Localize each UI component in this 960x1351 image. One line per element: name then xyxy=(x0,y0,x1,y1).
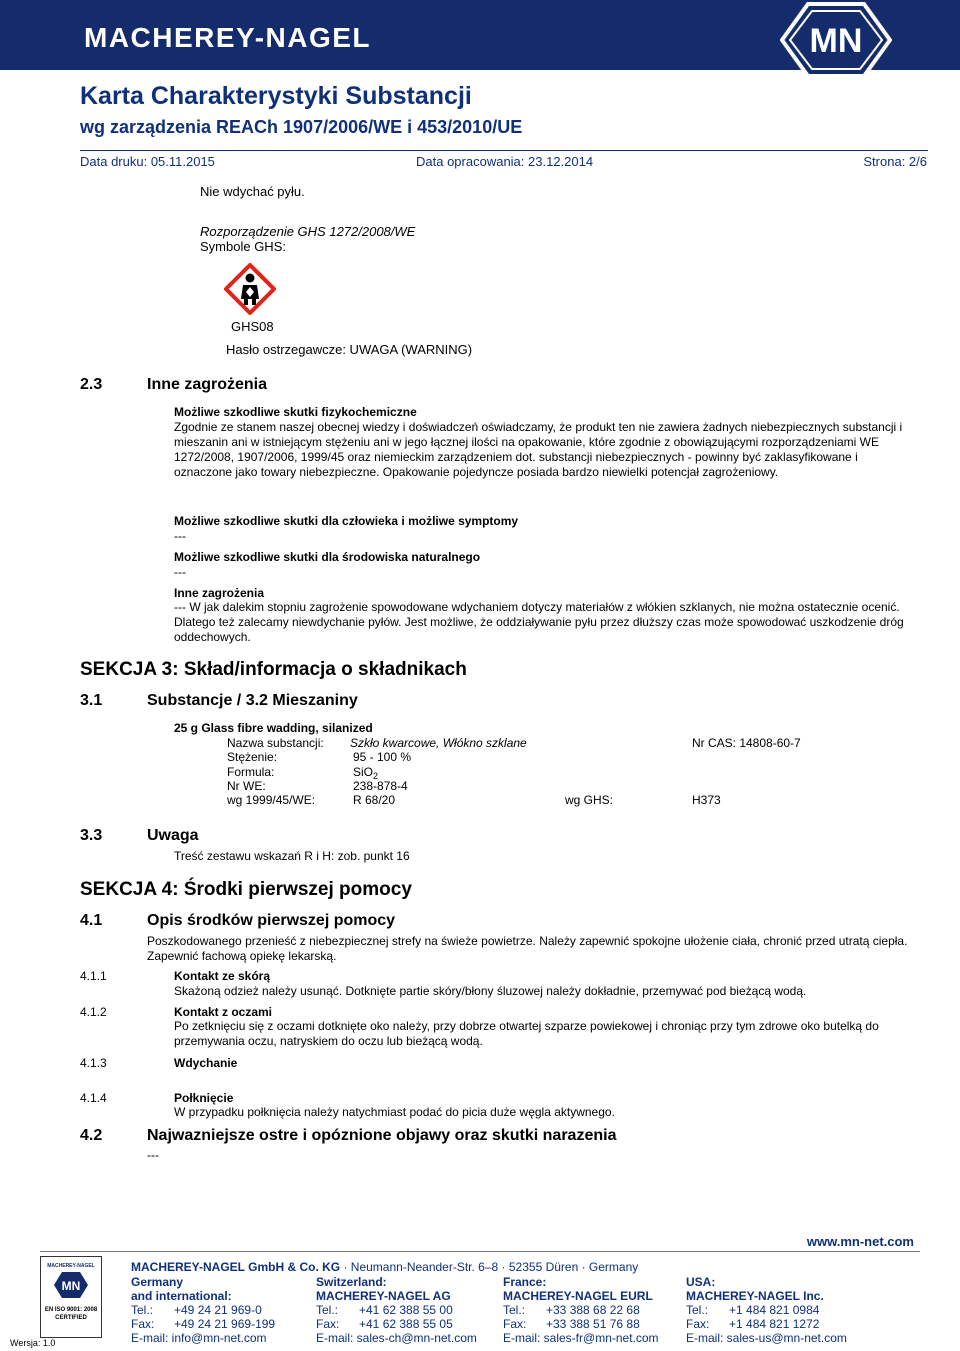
section-4-1-3-number: 4.1.3 xyxy=(80,1056,107,1070)
ch-fax: +41 62 388 55 05 xyxy=(359,1317,453,1331)
website: www.mn-net.com xyxy=(806,1234,914,1249)
phys-hazards-text: Zgodnie ze stanem naszej obecnej wiedzy i doświadczeń oświadczamy, że produkt ten nie zawiera żadnych niebezpiecznych substancji i mieszanin ani w istniejącym stężeniu ani w jego łącznej ilości na opakowanie, które zgodnie z obowiązującymi rozporządzeniami WE 1272/2008, 1907/2006, 1999/45 oraz niemieckim zarządzeniem dot. substancji niebezpiecznych - powinny być zaklasyfikowane i oznaczone jako towary niebezpieczne. Opakowanie pojedyncze posiada bardzo niewielki potencjał zagrożeniowy. xyxy=(174,420,903,479)
human-effects-heading: Możliwe szkodliwe skutki dla człowieka i możliwe symptomy xyxy=(174,514,519,528)
company-address: · Neumann-Neander-Str. 6–8 · 52355 Düren · Germany xyxy=(340,1260,639,1274)
de-heading-1: Germany xyxy=(131,1275,184,1289)
de-heading-2: and international: xyxy=(131,1289,232,1303)
cert-brand: MACHEREY-NAGEL xyxy=(47,1263,95,1269)
section-3-1-title: Substancje / 3.2 Mieszaniny xyxy=(147,692,358,709)
section-4-2-number: 4.2 xyxy=(80,1127,103,1144)
ghs-h-value: H373 xyxy=(692,793,721,807)
fr-tel-label: Tel.: xyxy=(503,1303,526,1317)
iso-certificate-badge xyxy=(40,1256,102,1338)
brand-name: MACHEREY-NAGEL xyxy=(84,22,372,53)
ch-tel: +41 62 388 55 00 xyxy=(359,1303,453,1317)
us-email: E-mail: sales-us@mn-net.com xyxy=(686,1331,847,1345)
formula-main: SiO xyxy=(353,765,374,779)
fr-heading-2: MACHEREY-NAGEL EURL xyxy=(503,1289,653,1303)
section-4-1-1-title: Kontakt ze skórą xyxy=(174,969,271,983)
de-fax-label: Fax: xyxy=(131,1317,155,1331)
ghs-regulation: Rozporządzenie GHS 1272/2008/WE xyxy=(200,224,416,239)
us-tel: +1 484 821 0984 xyxy=(729,1303,820,1317)
section-4-1-3-title: Wdychanie xyxy=(174,1056,238,1070)
de-tel: +49 24 21 969-0 xyxy=(174,1303,262,1317)
fr-email: E-mail: sales-fr@mn-net.com xyxy=(503,1331,659,1345)
r-phrase-label: wg 1999/45/WE: xyxy=(227,793,316,807)
document-subtitle: wg zarządzenia REACh 1907/2006/WE i 453/2010/UE xyxy=(80,117,523,137)
header-divider xyxy=(80,150,928,151)
section-3-1-number: 3.1 xyxy=(80,692,103,709)
section-2-3-title: Inne zagrożenia xyxy=(147,376,268,393)
company-line xyxy=(131,1260,638,1275)
formula-subscript: 2 xyxy=(373,771,379,781)
section-4-1-1-text: Skażoną odzież należy usunąć. Dotknięte partie skóry/błony śluzowej należy dokładnie, przemywać pod bieżącą wodą. xyxy=(174,984,807,998)
us-fax-label: Fax: xyxy=(686,1317,710,1331)
us-heading-2: MACHEREY-NAGEL Inc. xyxy=(686,1289,824,1303)
fr-fax-label: Fax: xyxy=(503,1317,527,1331)
mn-logo xyxy=(780,2,892,78)
section-4-1-2-text: Po zetknięciu się z oczami dotknięte oko należy, przy dobrze otwartej szparze powiekowej i chroniąc przy tym zdrowe oko butelką do przemywania oczu, natryskiem do oczu lub bieżącą wodą. xyxy=(174,1019,879,1048)
ch-fax-label: Fax: xyxy=(316,1317,340,1331)
concentration-label: Stężenie: xyxy=(227,750,278,764)
us-fax: +1 484 821 1272 xyxy=(729,1317,820,1331)
de-email: E-mail: info@mn-net.com xyxy=(131,1331,267,1345)
section-4-2-text: --- xyxy=(147,1148,159,1162)
ghs-code: GHS08 xyxy=(231,319,274,334)
section-3-title: SEKCJA 3: Skład/informacja o składnikach xyxy=(80,659,467,680)
cert-mn-logo-icon xyxy=(53,1271,89,1299)
concentration-value: 95 - 100 % xyxy=(353,750,412,764)
signal-word: Hasło ostrzegawcze: UWAGA (WARNING) xyxy=(226,342,473,357)
us-tel-label: Tel.: xyxy=(686,1303,709,1317)
section-3-3-title: Uwaga xyxy=(147,827,199,844)
cert-iso: EN ISO 9001: 2008 xyxy=(44,1307,98,1313)
section-4-2-title: Najwazniejsze ostre i opóznione objawy oraz skutki narazenia xyxy=(147,1127,617,1144)
precaution-text: Nie wdychać pyłu. xyxy=(200,184,305,199)
cas-number: Nr CAS: 14808-60-7 xyxy=(692,736,801,750)
footer-divider xyxy=(40,1251,920,1252)
substance-name-value: Szkło kwarcowe, Włókno szklane xyxy=(350,736,527,750)
section-4-1-2-number: 4.1.2 xyxy=(80,1005,107,1019)
document-title: Karta Charakterystyki Substancji xyxy=(80,82,472,110)
revision-date: Data opracowania: 23.12.2014 xyxy=(416,154,594,169)
de-fax: +49 24 21 969-199 xyxy=(174,1317,276,1331)
env-effects-text: --- xyxy=(174,565,186,579)
other-hazards-text: --- W jak dalekim stopniu zagrożenie spowodowane wdychaniem dotyczy materiałów z włókien szklanych, nie można ostatecznie ocenić. Dlatego też zalecamy niewdychanie pyłów. Jest możliwe, że oddziaływanie pyłu przez dłuższy czas może spowodować uszkodzenie dróg oddechowych. xyxy=(174,600,904,644)
ghs-symbols-label: Symbole GHS: xyxy=(200,239,286,254)
fr-tel: +33 388 68 22 68 xyxy=(546,1303,640,1317)
we-number-value: 238-878-4 xyxy=(353,779,408,793)
section-4-1-4-number: 4.1.4 xyxy=(80,1091,107,1105)
page-number: Strona: 2/6 xyxy=(863,154,927,169)
us-heading-1: USA: xyxy=(686,1275,716,1289)
ch-tel-label: Tel.: xyxy=(316,1303,339,1317)
r-phrase-value: R 68/20 xyxy=(353,793,396,807)
formula-label: Formula: xyxy=(227,765,275,779)
substance-name-label: Nazwa substancji: xyxy=(227,736,324,750)
section-4-1-2-title: Kontakt z oczami xyxy=(174,1005,273,1019)
company-name: MACHEREY-NAGEL GmbH & Co. KG xyxy=(131,1260,341,1274)
section-2-3-number: 2.3 xyxy=(80,376,103,393)
substance-item: 25 g Glass fibre wadding, silanized xyxy=(174,721,373,735)
section-4-title: SEKCJA 4: Środki pierwszej pomocy xyxy=(80,879,412,900)
print-date: Data druku: 05.11.2015 xyxy=(80,154,215,169)
env-effects-heading: Możliwe szkodliwe skutki dla środowiska naturalnego xyxy=(174,550,481,564)
ch-email: E-mail: sales-ch@mn-net.com xyxy=(316,1331,477,1345)
section-4-1-4-title: Połknięcie xyxy=(174,1091,234,1105)
other-hazards-heading: Inne zagrożenia xyxy=(174,586,265,600)
section-4-1-4-text: W przypadku połknięcia należy natychmiast podać do picia duże węgla aktywnego. xyxy=(174,1105,615,1119)
section-3-3-text: Treść zestawu wskazań R i H: zob. punkt 16 xyxy=(174,849,410,863)
ghs-h-label: wg GHS: xyxy=(565,793,614,807)
section-4-1-1-number: 4.1.1 xyxy=(80,969,107,983)
cert-certified: CERTIFIED xyxy=(55,1315,87,1321)
mn-logo-text: MN xyxy=(809,22,863,60)
ch-heading-2: MACHEREY-NAGEL AG xyxy=(316,1289,451,1303)
section-4-1-text: Poszkodowanego przenieść z niebezpiecznej strefy na świeże powietrze. Należy zapewnić spokojne ułożenie ciała, chronić przed utratą ciepła. Zapewnić fachową opiekę lekarską. xyxy=(147,934,908,963)
phys-hazards-heading: Możliwe szkodliwe skutki fizykochemiczne xyxy=(174,405,417,419)
fr-fax: +33 388 51 76 88 xyxy=(546,1317,640,1331)
health-hazard-pictogram-icon xyxy=(224,263,276,315)
section-4-1-number: 4.1 xyxy=(80,912,103,929)
ch-heading-1: Switzerland: xyxy=(316,1275,387,1289)
cert-logo-text: MN xyxy=(61,1279,81,1293)
version: Wersja: 1.0 xyxy=(10,1338,56,1348)
fr-heading-1: France: xyxy=(503,1275,547,1289)
section-4-1-title: Opis środków pierwszej pomocy xyxy=(147,912,396,929)
de-tel-label: Tel.: xyxy=(131,1303,154,1317)
section-3-3-number: 3.3 xyxy=(80,827,103,844)
we-number-label: Nr WE: xyxy=(227,779,266,793)
human-effects-text: --- xyxy=(174,529,186,543)
